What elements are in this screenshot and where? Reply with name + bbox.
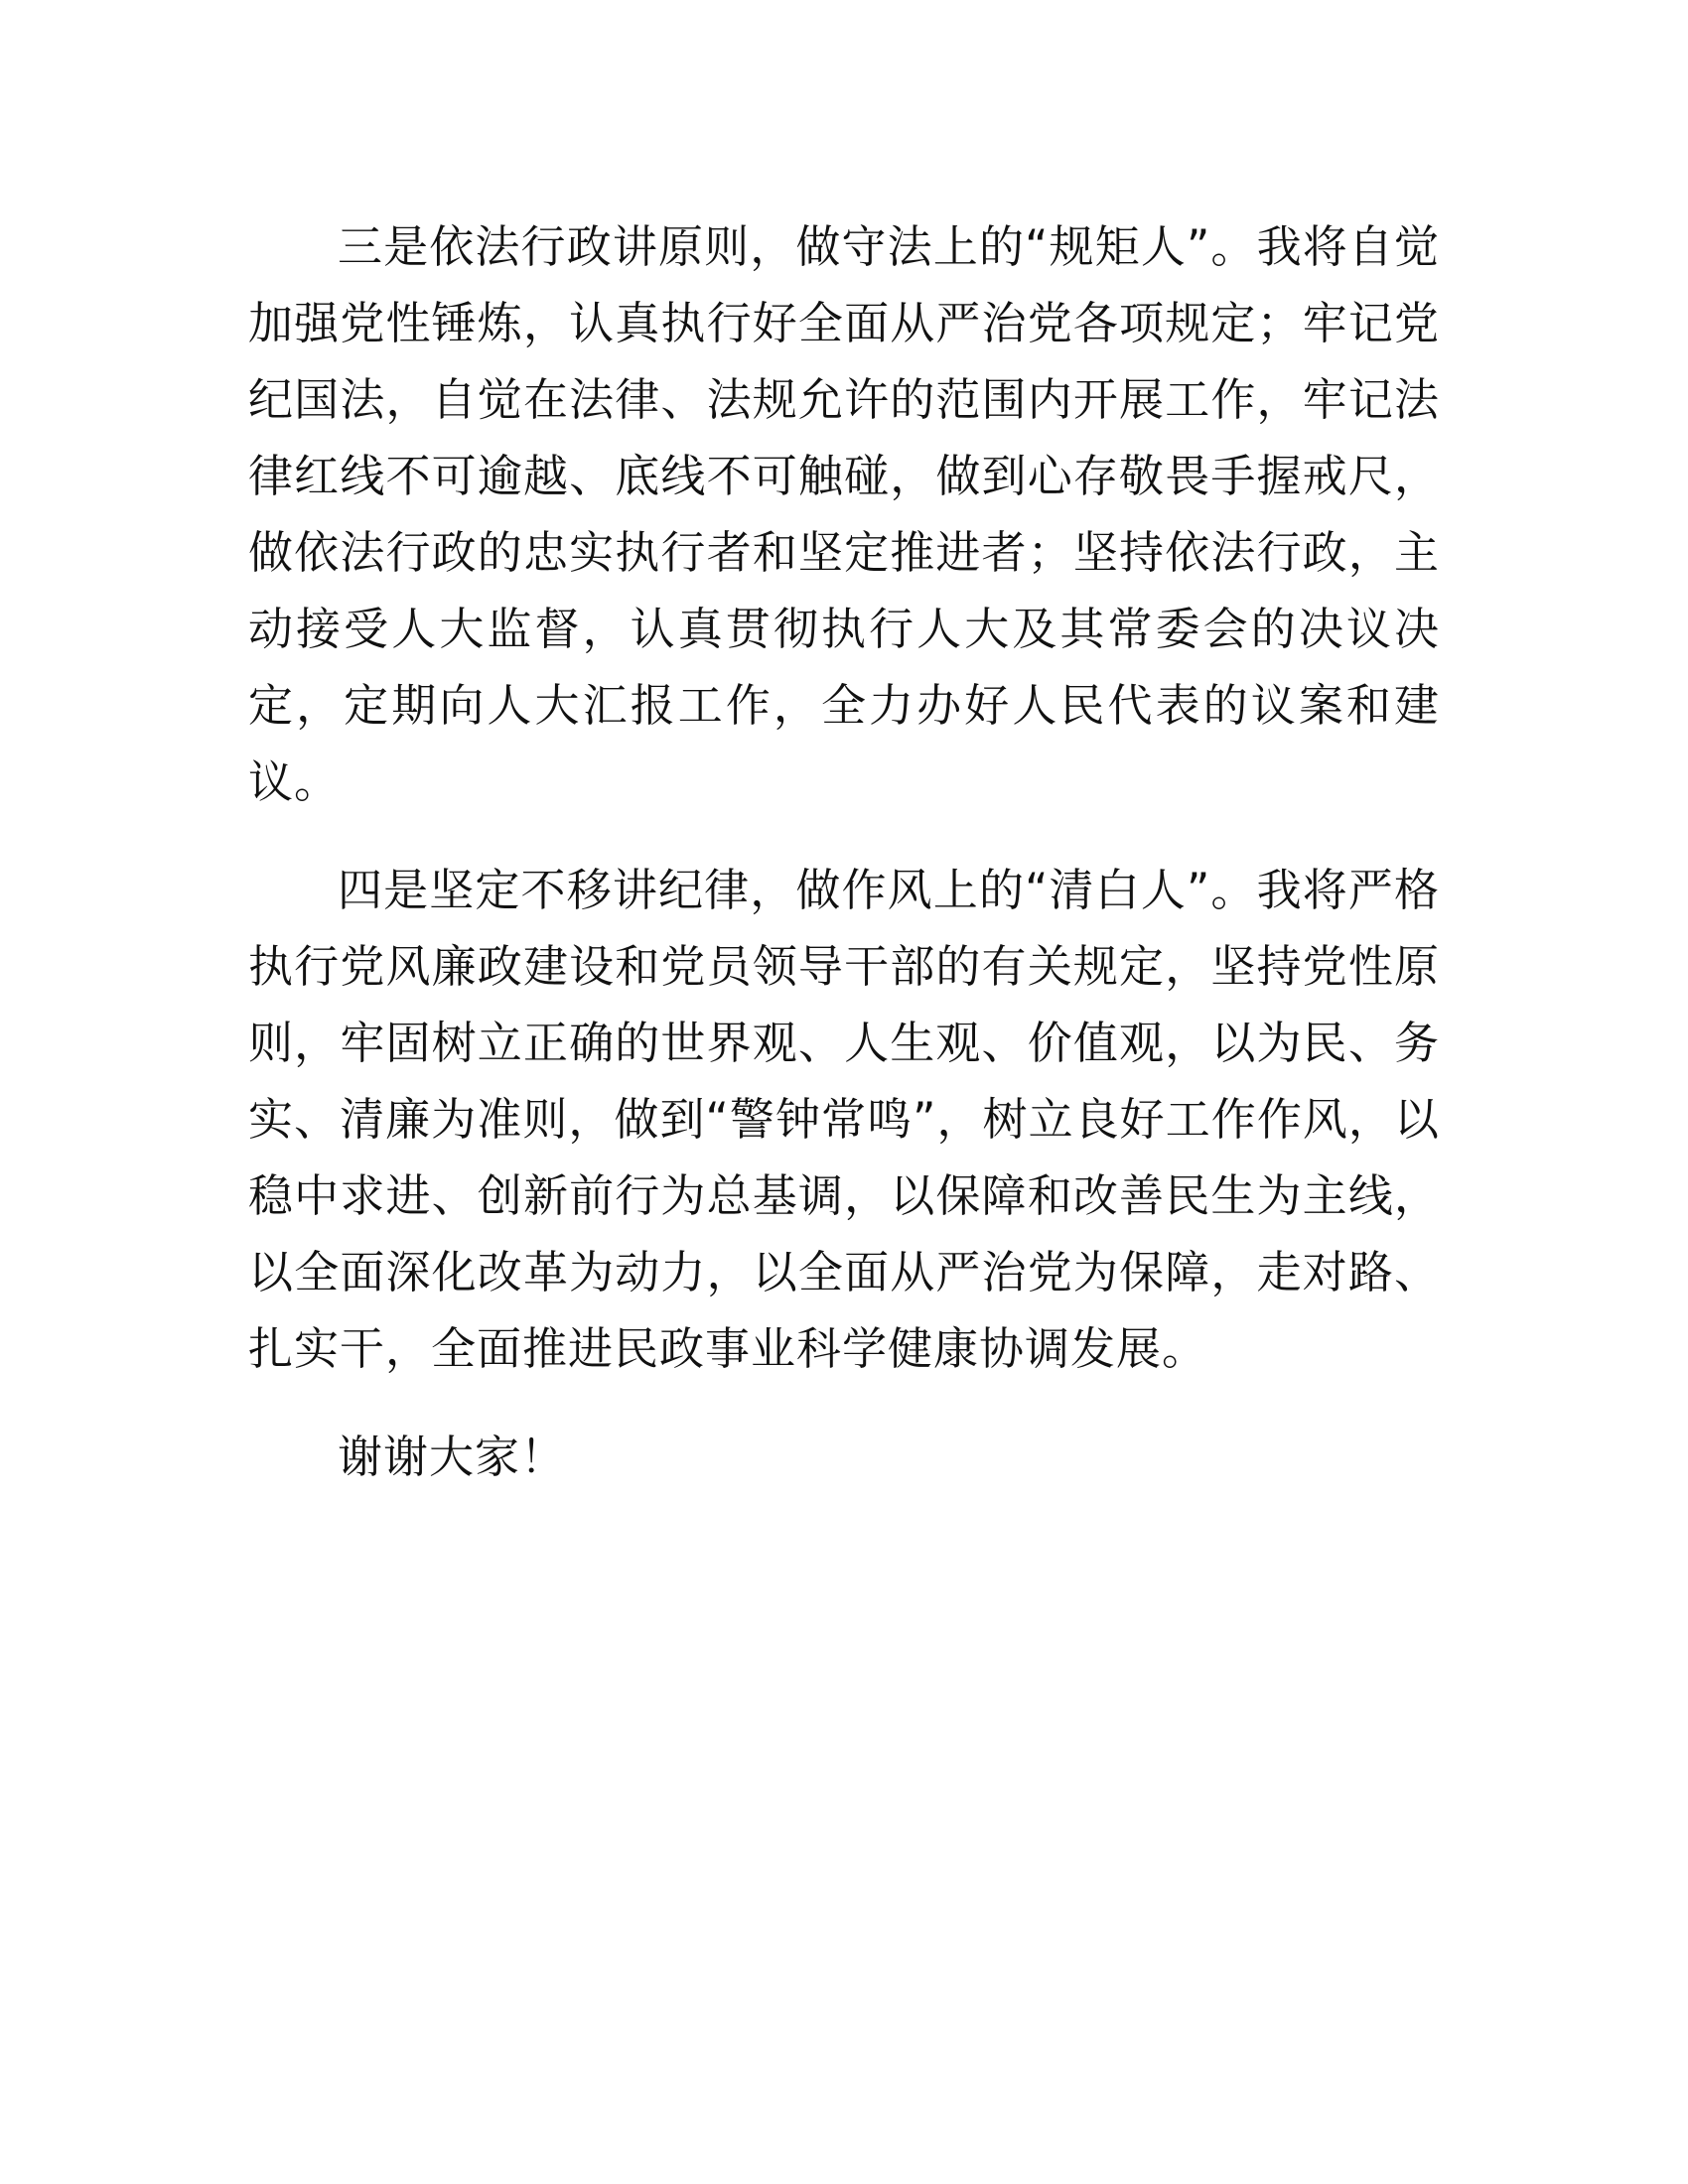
paragraph-discipline: 四是坚定不移讲纪律，做作风上的“清白人”。我将严格执行党风廉政建设和党员领导干部的有关规定，坚持党性原则，牢固树立正确的世界观、人生观、价值观，以为民、务实、清廉为准则，做到“警钟常鸣”，树立良好工作作风，以稳中求进、创新前行为总基调，以保障和改善民生为主线，以全面深化改革为动力，以全面从严治党为保障，走对路、扎实干，全面推进民政事业科学健康协调发展。 <box>248 864 1440 1375</box>
document-page <box>248 208 1440 1527</box>
paragraph-rule-of-law: 三是依法行政讲原则，做守法上的“规矩人”。我将自觉加强党性锤炼，认真执行好全面从严治党各项规定；牢记党纪国法，自觉在法律、法规允许的范围内开展工作，牢记法律红线不可逾越、底线不可触碰，做到心存敬畏手握戒尺，做依法行政的忠实执行者和坚定推进者；坚持依法行政，主动接受人大监督，认真贯彻执行人大及其常委会的决议决定，定期向人大汇报工作，全力办好人民代表的议案和建议。 <box>248 220 1440 808</box>
closing-remark: 谢谢大家！ <box>338 1431 567 1483</box>
